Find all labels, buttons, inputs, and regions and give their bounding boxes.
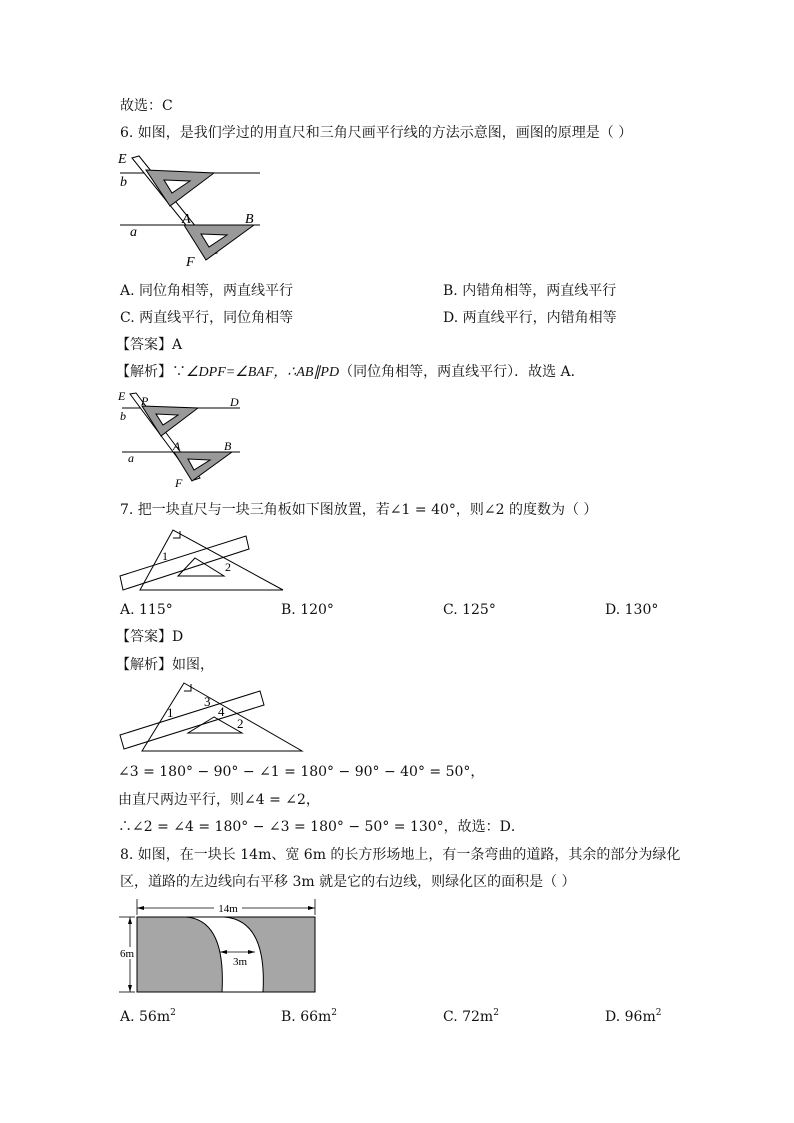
q7-analysis-head: 【解析】如图， xyxy=(116,657,214,673)
q7-option-a[interactable]: A. 115° xyxy=(120,602,173,618)
q7-option-b[interactable]: B. 120° xyxy=(281,602,334,618)
q6-figure xyxy=(110,148,270,268)
label-b2: b xyxy=(120,409,126,423)
label-B: B xyxy=(245,212,254,227)
label-a: a xyxy=(130,225,137,240)
shift-label: 3m xyxy=(232,956,248,968)
q8-option-b[interactable] xyxy=(281,1004,337,1026)
label-B2: B xyxy=(224,439,232,453)
q7-option-d[interactable]: D. 130° xyxy=(605,602,659,618)
q6-option-a[interactable]: A. 同位角相等，两直线平行 xyxy=(120,283,294,299)
angle-3-label: 3 xyxy=(204,694,211,709)
q6-option-b[interactable]: B. 内错角相等，两直线平行 xyxy=(443,283,617,299)
q6-analysis-prefix: 【解析】∵ xyxy=(116,364,186,380)
q8-option-b-text: B. 66m xyxy=(281,1009,332,1025)
label-F: F xyxy=(186,255,195,270)
label-a2: a xyxy=(128,451,134,465)
q8-option-d-text: D. 96m xyxy=(605,1009,656,1025)
q8-option-a-text: A. 56m xyxy=(120,1009,171,1025)
q6-option-d[interactable]: D. 两直线平行，内错角相等 xyxy=(443,310,617,326)
width-label: 6m xyxy=(119,948,135,960)
angle-2-label: 2 xyxy=(225,560,231,574)
q8-option-a-sup: 2 xyxy=(170,1008,176,1018)
angle-4-label: 4 xyxy=(218,704,225,719)
q6-option-c[interactable]: C. 两直线平行，同位角相等 xyxy=(120,310,294,326)
q8-stem-line-2: 区，道路的左边线向右平移 3m 就是它的右边线，则绿化区的面积是（ ） xyxy=(120,874,576,890)
length-label: 14m xyxy=(218,903,238,915)
q8-option-b-sup: 2 xyxy=(331,1008,338,1018)
angle-2-label-2: 2 xyxy=(237,716,244,731)
q6-analysis-figure xyxy=(112,388,242,488)
q6-stem: 6. 如图，是我们学过的用直尺和三角尺画平行线的方法示意图，画图的原理是（ ） xyxy=(120,125,633,141)
q8-option-d-sup: 2 xyxy=(655,1008,662,1018)
angle-1-label-2: 1 xyxy=(167,705,174,720)
q8-option-c-text: C. 72m xyxy=(443,1009,494,1025)
label-E: E xyxy=(118,152,127,167)
label-F2: F xyxy=(175,476,183,490)
q8-option-a[interactable] xyxy=(120,1004,176,1026)
q7-step-2: 由直尺两边平行，则∠4 = ∠2， xyxy=(118,792,320,808)
label-P: P xyxy=(141,394,149,408)
q7-step-3: ∴∠2 = ∠4 = 180° − ∠3 = 180° − 50° = 130°，故选：D． xyxy=(118,819,525,835)
q8-option-c[interactable] xyxy=(443,1004,499,1026)
q6-analysis-suffix: （同位角相等，两直线平行）．故选 A． xyxy=(339,364,585,380)
q6-answer: 【答案】A xyxy=(116,337,183,353)
label-A2: A xyxy=(173,439,181,453)
previous-answer-line: 故选：C xyxy=(120,98,173,114)
q7-figure xyxy=(118,524,288,594)
q8-figure xyxy=(118,898,323,994)
q7-analysis-figure xyxy=(118,679,304,755)
angle-1-label: 1 xyxy=(162,549,168,563)
q6-analysis xyxy=(116,363,585,382)
q6-analysis-math: ∠DPF=∠BAF，∴AB∥PD xyxy=(186,365,340,380)
q8-option-d[interactable] xyxy=(605,1004,661,1026)
q7-answer: 【答案】D xyxy=(116,629,184,645)
q8-option-c-sup: 2 xyxy=(493,1008,499,1018)
label-A: A xyxy=(182,212,191,227)
q7-stem: 7. 把一块直尺与一块三角板如下图放置，若∠1 = 40°，则∠2 的度数为（ ） xyxy=(120,502,598,518)
label-E2: E xyxy=(118,389,126,403)
label-b: b xyxy=(120,175,127,190)
q7-option-c[interactable]: C. 125° xyxy=(443,602,496,618)
q7-step-1: ∠3 = 180° − 90° − ∠1 = 180° − 90° − 40° = 50°， xyxy=(118,764,485,780)
q8-stem-line-1: 8. 如图，在一块长 14m、宽 6m 的长方形场地上，有一条弯曲的道路，其余的部分为绿化 xyxy=(120,847,681,863)
label-D: D xyxy=(230,395,239,409)
